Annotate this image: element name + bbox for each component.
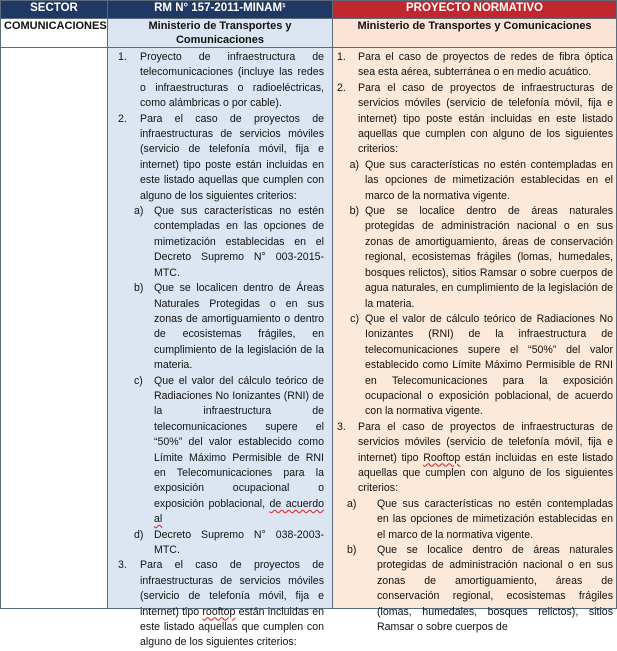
subitem-letter: c) xyxy=(134,374,143,387)
item-number: 1. xyxy=(337,51,346,63)
subitem-letter: a) xyxy=(349,158,359,171)
subitem-text-main: Que el valor del cálculo teórico de Radiaciones No Ionizantes (RNI) de la infraestructura de telecomunicaciones supere el “50%” del valor establecido como Límite Máximo Permisible de RNI en Telecomunicaciones para la exposición ocupacional o exposición poblacional, xyxy=(154,374,324,510)
item-text-b: están incluidas en este listado aquellas que cumplen con alguno de los siguientes criterios: xyxy=(358,451,613,495)
list-subitem xyxy=(337,204,613,312)
item-text-a: Para el caso de proyectos de infraestructuras de servicios móviles (servicio de telefonía móvil, fija e internet) tipo xyxy=(140,559,324,618)
list-subitem xyxy=(337,158,613,204)
list-subitem xyxy=(114,528,324,559)
list-item xyxy=(337,81,613,158)
item-text: Para el caso de proyectos de redes de fibra óptica sea esta aérea, subterránea o en medio acuático. xyxy=(358,51,613,79)
sector-cell xyxy=(1,48,108,609)
subitem-letter: b) xyxy=(134,282,144,295)
subitem-letter: a) xyxy=(347,497,357,510)
list-item xyxy=(114,112,324,204)
subitem-text: Que sus características no estén contempladas en las opciones de mimetización establecidas en el marco de la normativa vigente. xyxy=(377,497,613,541)
item-number: 2. xyxy=(118,112,127,125)
item-text: Para el caso de proyectos de infraestructuras de servicios móviles (servicio de telefonía móvil, fija e internet) tipo poste están incluidas en este listado aquellas que cumplen con alguno de los siguientes criterios: xyxy=(140,112,324,202)
header-sector: SECTOR xyxy=(1,1,108,19)
subheader-sector: COMUNICACIONES xyxy=(1,19,108,48)
list-item xyxy=(337,50,613,81)
subitem-text: Que se localice dentro de áreas naturales protegidas de administración nacional o en sus zonas de amortiguamiento, áreas de conservación regional, ecosistemas frágiles (lomas, humedales, bosques relictos), sitios Ramsar o sobre cuerpos de agua naturales, en cumplimiento de la legislación de la materia. xyxy=(365,205,613,310)
subitem-text: Que el valor de cálculo teórico de Radiaciones No Ionizantes (RNI) de la infraestructura de telecomunicaciones supere el “50%” del valor establecido como Límite Máximo Permisible de RNI en Telecomunicaciones para la exposición ocupacional o exposición poblacional, de acuerdo con la normativa vigente. xyxy=(365,312,613,418)
subitem-text: Decreto Supremo N° 038-2003-MTC. xyxy=(154,528,324,556)
proyecto-cell xyxy=(333,48,617,634)
subheader-rm: Ministerio de Transportes y Comunicaciones xyxy=(108,19,333,48)
item-text: Proyecto de infraestructura de telecomunicaciones (incluye las redes o infraestructuras o radioeléctricas, como alámbricas o por cable). xyxy=(140,51,324,110)
subitem-text: Que sus características no estén contempladas en las opciones de mimetización establecidas en el Decreto Supremo N° 003-2015-MTC. xyxy=(154,205,324,279)
spellcheck-word: Rooftop xyxy=(423,451,461,464)
subitem-letter: b) xyxy=(349,205,359,218)
list-item xyxy=(337,420,613,497)
subitem-text: Que se localice dentro de áreas naturales protegidas de administración nacional o en sus zonas de amortiguamiento, áreas de conservación regional, ecosistemas frágiles (lomas, humedales, bosques relictos), sitios Ramsar o sobre cuerpos de xyxy=(377,544,613,634)
subitem-letter: d) xyxy=(134,528,144,541)
subitem-letter: b) xyxy=(347,544,357,556)
item-text-a: Para el caso de proyectos de infraestructuras de servicios móviles (servicio de telefonía móvil, fija e internet) tipo xyxy=(358,420,613,464)
subheader-proyecto: Ministerio de Transportes y Comunicaciones xyxy=(333,19,617,48)
item-text xyxy=(140,558,324,650)
item-number: 2. xyxy=(337,81,346,94)
subitem-text: Que sus características no estén contempladas en las opciones de mimetización establecidas en el marco de la normativa vigente. xyxy=(365,158,613,202)
header-rm: RM N° 157-2011-MINAM¹ xyxy=(108,1,333,19)
subitem-text xyxy=(154,374,324,528)
list-subitem xyxy=(337,497,613,543)
subitem-letter: a) xyxy=(134,205,144,218)
header-proyecto: PROYECTO NORMATIVO xyxy=(333,1,617,19)
item-number: 3. xyxy=(337,420,346,433)
item-text: Para el caso de proyectos de infraestructuras de servicios móviles (servicio de telefonía móvil, fija e internet) tipo poste están incluidas en este listado aquellas que cumplen con alguno de los siguientes criterios: xyxy=(358,81,613,156)
item-text xyxy=(358,420,613,497)
list-item xyxy=(114,558,324,650)
rm-cell xyxy=(108,48,333,649)
list-item xyxy=(114,50,324,112)
marked-text: de acuerdo al xyxy=(154,497,324,526)
list-subitem xyxy=(114,204,324,281)
subitem-letter: c) xyxy=(350,312,359,325)
list-subitem xyxy=(337,312,613,420)
subitem-text: Que se localicen dentro de Áreas Naturales Protegidas o en sus zonas de amortiguamiento o dentro de ecosistemas frágiles, en cumplimiento de la legislación de la materia. xyxy=(154,282,324,372)
spellcheck-word: rooftop xyxy=(202,605,236,618)
item-text-b: están incluidas en este listado aquellas que cumplen con alguno de los siguientes criterios: xyxy=(140,605,324,649)
list-subitem xyxy=(114,281,324,373)
list-subitem xyxy=(114,374,324,528)
list-subitem xyxy=(337,543,613,635)
item-number: 1. xyxy=(118,51,127,63)
item-number: 3. xyxy=(118,559,127,572)
